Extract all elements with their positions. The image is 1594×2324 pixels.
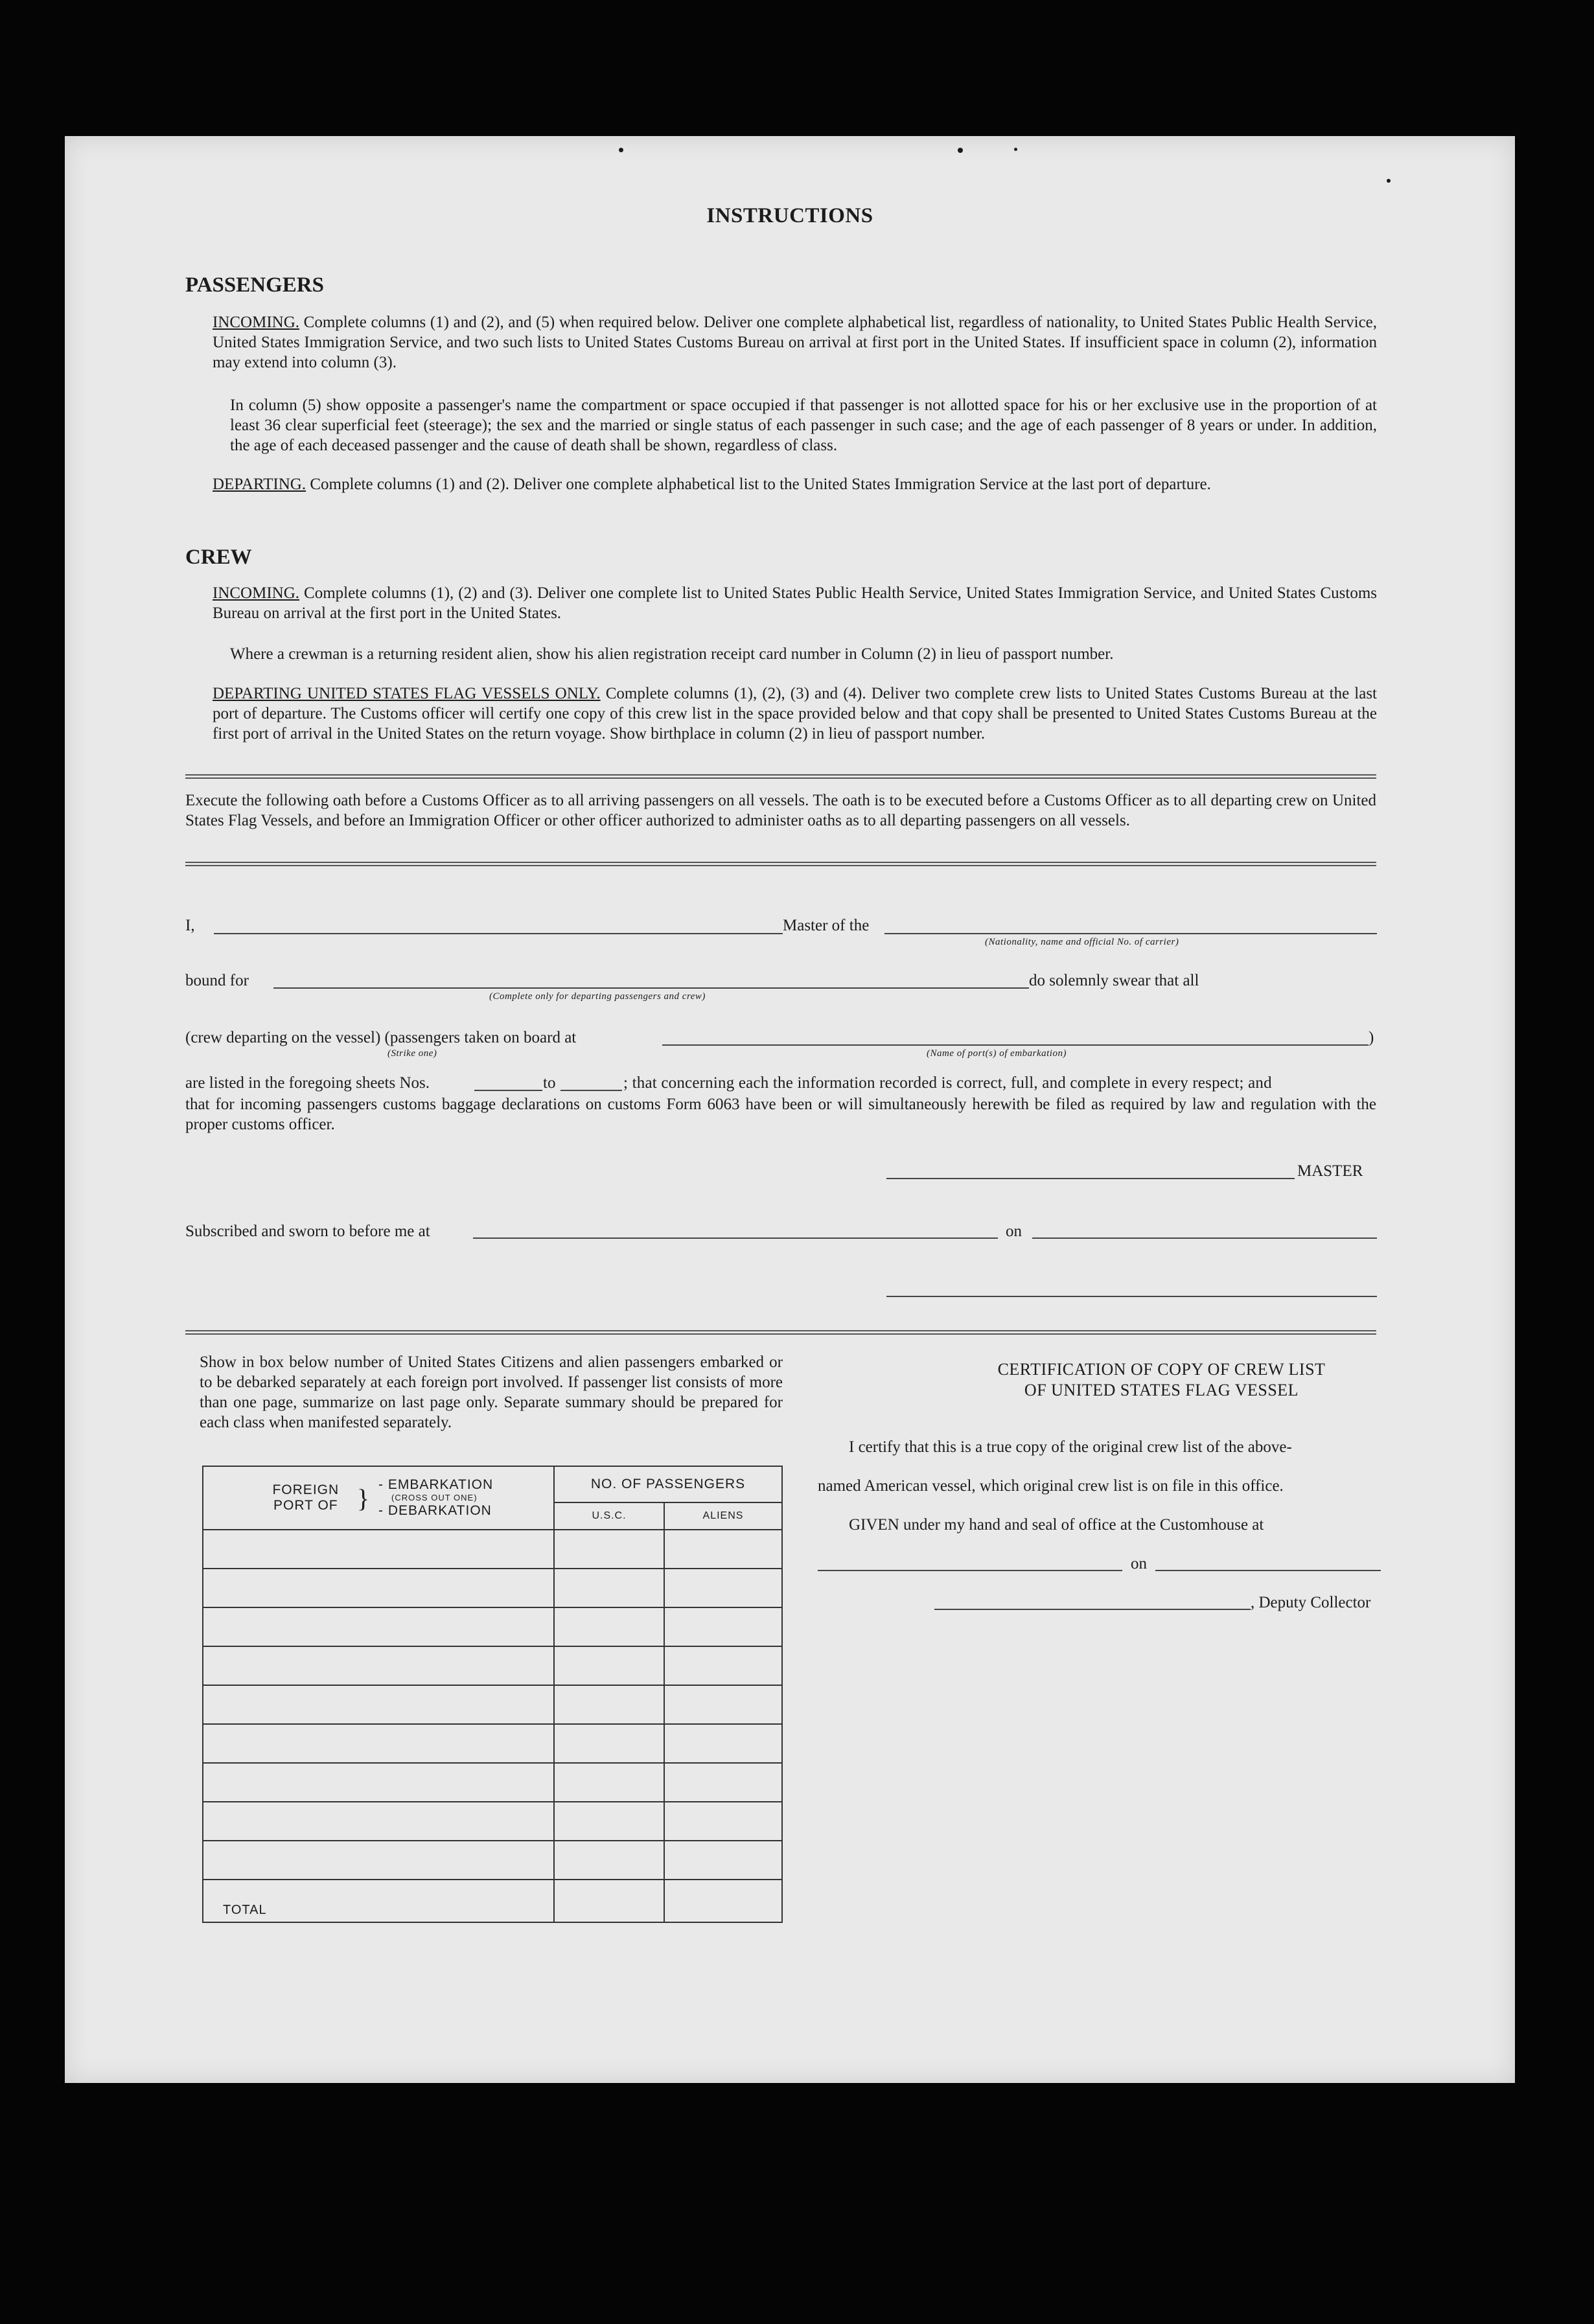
aliens-cell[interactable]	[664, 1646, 782, 1685]
deputy-signature-field[interactable]	[934, 1609, 1251, 1610]
certify-line-1: I certify that this is a true copy of the original crew list of the above-	[849, 1438, 1292, 1456]
certification-title-2: OF UNITED STATES FLAG VESSEL	[1024, 1381, 1299, 1399]
total-aliens-cell[interactable]	[664, 1880, 782, 1922]
oath-instruction: Execute the following oath before a Customs Officer as to all arriving passengers on all vessels. The oath is to be executed before a Customs Officer as to all departing crew on United States Flag Vessels, and before an Immigration Officer or other officer authorized to administer oaths as to all departing passengers on all vessels.	[185, 792, 1376, 829]
port-cell[interactable]	[203, 1802, 554, 1841]
usc-cell[interactable]	[554, 1763, 664, 1802]
total-usc-cell[interactable]	[554, 1880, 664, 1922]
usc-cell[interactable]	[554, 1646, 664, 1685]
crew-incoming-paragraph	[213, 583, 1377, 623]
brace-glyph: }	[356, 1483, 370, 1513]
double-rule	[185, 862, 1376, 866]
master-label: MASTER	[1297, 1162, 1363, 1180]
debarkation-label: - DEBARKATION	[378, 1503, 492, 1518]
listed-pre: are listed in the foregoing sheets Nos.	[185, 1074, 430, 1092]
given-line: GIVEN under my hand and seal of office at the Customhouse at	[849, 1516, 1264, 1534]
aliens-cell[interactable]	[664, 1763, 782, 1802]
foreign-port-of: FOREIGN PORT OF	[272, 1482, 340, 1513]
table-row	[203, 1530, 782, 1569]
speck	[1014, 148, 1017, 151]
crew-departing-label: DEPARTING UNITED STATES FLAG VESSELS ONLY.	[213, 685, 601, 702]
double-rule	[185, 1330, 1376, 1335]
double-rule	[185, 774, 1376, 779]
summary-instruction: Show in box below number of United States Citizens and alien passengers embarked or to be debarked separately at each foreign port involved. If passenger list consists of more than one page, summarize on last page only. Separate summary should be prepared for each class when manifested separately.	[200, 1353, 783, 1431]
embarkation-label: - EMBARKATION	[378, 1477, 494, 1492]
crew-departing-label: (crew departing on the vessel) (passengers taken on board at	[185, 1029, 577, 1046]
listed-post: ; that concerning each the information recorded is correct, full, and complete in every respect; and	[623, 1074, 1272, 1092]
form-page	[65, 136, 1515, 2083]
listed-to: to	[543, 1074, 556, 1092]
usc-cell[interactable]	[554, 1685, 664, 1724]
cross-out-label: (CROSS OUT ONE)	[391, 1493, 478, 1502]
table-row	[203, 1569, 782, 1607]
crew-resident-paragraph: Where a crewman is a returning resident alien, show his alien registration receipt card number in Column (2) in lieu of passport number.	[230, 645, 1114, 663]
nationality-caption: (Nationality, name and official No. of carrier)	[985, 937, 1179, 947]
aliens-cell[interactable]	[664, 1685, 782, 1724]
port-cell[interactable]	[203, 1607, 554, 1646]
table-row	[203, 1646, 782, 1685]
passengers-departing-label: DEPARTING.	[213, 476, 306, 493]
passengers-incoming-text: Complete columns (1) and (2), and (5) when required below. Deliver one complete alphabetical list, regardless of nationality, to United States Public Health Service, United States Immigration Service, and two such lists to United States Customs Bureau on arrival at first port in the United States. If insufficient space in column (2), information may extend into column (3).	[213, 314, 1378, 371]
bound-caption: (Complete only for departing passengers and crew)	[489, 991, 706, 1002]
passengers-column5-paragraph: In column (5) show opposite a passenger's name the compartment or space occupied if that passenger is not allotted space for his or her exclusive use in the proportion of at least 36 clear superficial feet (steerage); the sex and the married or single status of each passenger in such case; and the age of each passenger of 8 years or under. In addition, the age of each deceased passenger and the cause of death shall be shown, regardless of class.	[230, 397, 1377, 454]
usc-cell[interactable]	[554, 1607, 664, 1646]
passenger-summary-table	[202, 1466, 783, 1923]
passengers-incoming-label: INCOMING.	[213, 314, 300, 331]
sheet-to-field[interactable]	[560, 1090, 622, 1091]
carrier-field[interactable]	[884, 933, 1377, 934]
close-paren: )	[1369, 1029, 1374, 1046]
certification-on-label: on	[1131, 1555, 1147, 1572]
speck	[1387, 179, 1391, 183]
passengers-departing-paragraph	[213, 474, 1377, 494]
subscribed-label: Subscribed and sworn to before me at	[185, 1223, 430, 1240]
passengers-incoming-paragraph	[213, 312, 1377, 373]
crew-heading: CREW	[185, 546, 252, 569]
sworn-place-field[interactable]	[473, 1237, 998, 1239]
sworn-date-field[interactable]	[1032, 1237, 1377, 1239]
port-cell[interactable]	[203, 1841, 554, 1880]
page-title: INSTRUCTIONS	[706, 204, 873, 227]
usc-cell[interactable]	[554, 1841, 664, 1880]
aliens-cell[interactable]	[664, 1802, 782, 1841]
crew-departing-text: Complete columns (1), (2), (3) and (4). Deliver two complete crew lists to United States Customs Bureau at the last port of departure. The Customs officer will certify one copy of this crew list in the space provided below and that copy shall be presented to United States Customs Bureau at the first port of arrival in the United States on the return voyage. Show birthplace in column (2) in lieu of passport number.	[213, 685, 1377, 742]
speck	[958, 148, 963, 153]
usc-cell[interactable]	[554, 1530, 664, 1569]
table-row	[203, 1763, 782, 1802]
master-signature-field[interactable]	[886, 1178, 1295, 1179]
listed-rest: that for incoming passengers customs baggage declarations on customs Form 6063 have been or will simultaneously herewith be filed as required by law and regulation with the proper customs officer.	[185, 1096, 1376, 1133]
customhouse-field[interactable]	[818, 1570, 1122, 1571]
certification-date-field[interactable]	[1155, 1570, 1381, 1571]
aliens-cell[interactable]	[664, 1569, 782, 1607]
port-cell[interactable]	[203, 1685, 554, 1724]
table-row	[203, 1841, 782, 1880]
master-of-label: Master of the	[783, 917, 870, 934]
port-cell[interactable]	[203, 1569, 554, 1607]
crew-departing-paragraph	[213, 684, 1377, 744]
certify-line-2: named American vessel, which original crew list is on file in this office.	[818, 1477, 1284, 1495]
port-cell[interactable]	[203, 1646, 554, 1685]
usc-cell[interactable]	[554, 1569, 664, 1607]
port-cell[interactable]	[203, 1530, 554, 1569]
port-caption: (Name of port(s) of embarkation)	[927, 1048, 1067, 1059]
port-cell[interactable]	[203, 1724, 554, 1763]
embarkation-port-field[interactable]	[662, 1044, 1369, 1046]
speck	[619, 148, 623, 152]
officer-signature-field[interactable]	[886, 1296, 1377, 1297]
bound-for-label: bound for	[185, 972, 249, 989]
deputy-collector-label: , Deputy Collector	[1251, 1594, 1371, 1611]
aliens-cell[interactable]	[664, 1724, 782, 1763]
strike-one-caption: (Strike one)	[387, 1048, 437, 1059]
total-row	[203, 1880, 782, 1922]
port-cell[interactable]	[203, 1763, 554, 1802]
usc-cell[interactable]	[554, 1802, 664, 1841]
passengers-heading: PASSENGERS	[185, 273, 324, 297]
bound-for-field[interactable]	[273, 987, 1029, 989]
crew-incoming-label: INCOMING.	[213, 584, 300, 602]
aliens-header: ALIENS	[664, 1502, 782, 1530]
swear-label: do solemnly swear that all	[1029, 972, 1199, 989]
no-passengers-header: NO. OF PASSENGERS	[554, 1466, 782, 1502]
table-row	[203, 1724, 782, 1763]
usc-cell[interactable]	[554, 1724, 664, 1763]
table-row	[203, 1685, 782, 1724]
usc-header: U.S.C.	[554, 1502, 664, 1530]
certification-title-1: CERTIFICATION OF COPY OF CREW LIST	[997, 1360, 1326, 1379]
aliens-cell[interactable]	[664, 1530, 782, 1569]
port-header-cell	[203, 1466, 554, 1530]
sworn-on-label: on	[1006, 1223, 1022, 1240]
passengers-departing-text: Complete columns (1) and (2). Deliver one complete alphabetical list to the United States Immigration Service at the last port of departure.	[310, 476, 1211, 493]
master-name-field[interactable]	[214, 933, 783, 934]
crew-incoming-text: Complete columns (1), (2) and (3). Deliver one complete list to United States Public Health Service, United States Immigration Service, and United States Customs Bureau on arrival at the first port in the United States.	[213, 584, 1378, 622]
sheet-from-field[interactable]	[474, 1090, 542, 1091]
aliens-cell[interactable]	[664, 1607, 782, 1646]
table-row	[203, 1802, 782, 1841]
total-label: TOTAL	[203, 1880, 554, 1922]
oath-i-label: I,	[185, 917, 195, 934]
aliens-cell[interactable]	[664, 1841, 782, 1880]
table-row	[203, 1607, 782, 1646]
